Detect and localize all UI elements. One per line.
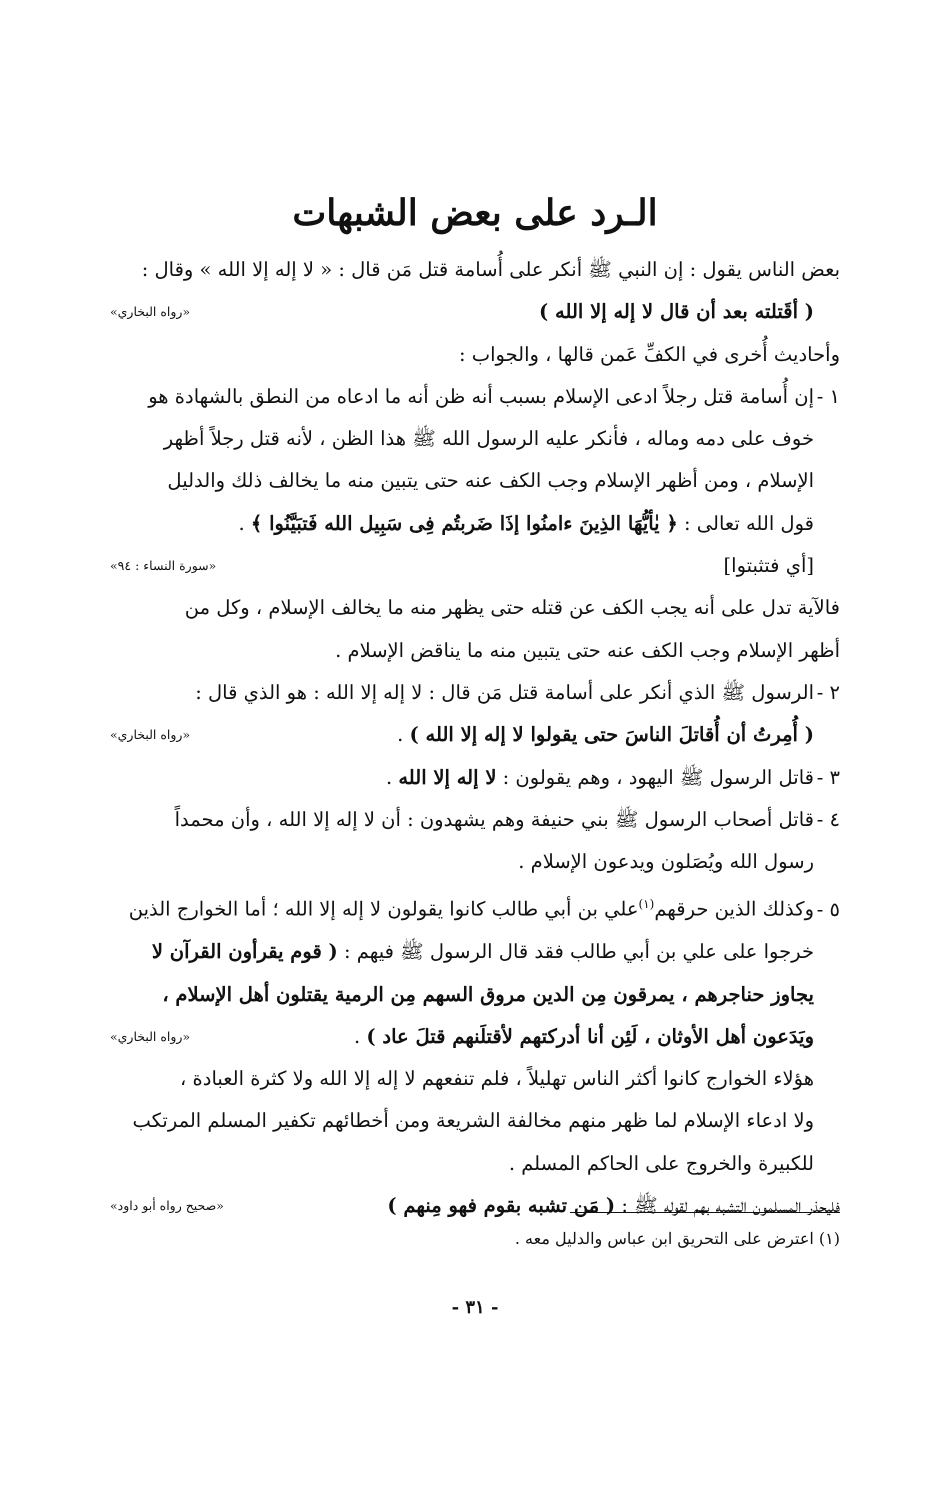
page-number: - ٣١ -: [451, 1297, 499, 1318]
paragraph-line: فالآية تدل على أنه يجب الكف عن قتله حتى يظهر منه ما يخالف الإسلام ، وكل من: [184, 596, 840, 620]
paragraph-line: خرجوا على علي بن أبي طالب فقد قال الرسول ﷺ فيهم : ( قوم يقرأون القرآن لا: [151, 940, 814, 964]
footnote: (١) اعترض على التحريق ابن عباس والدليل معه .: [514, 1229, 840, 1248]
paragraph-line: خوف على دمه وماله ، فأنكر عليه الرسول الله ﷺ هذا الظن ، لأنه قتل رجلاً أظهر: [163, 427, 814, 451]
verse-line: قول الله تعالى : ﴿ يٰأيُّهَا الذِينَ ءامنُوا إذَا ضَربتُم فِى سَبِيل الله فَتبَيَّنُوا ﴾ .: [238, 511, 814, 535]
hadith-quote-line: يجاوز حناجرهم ، يمرقون مِن الدين مروق السهم مِن الرمية يقتلون أهل الإسلام ،: [162, 982, 814, 1006]
page-title: الـرد على بعض الشبهات: [292, 192, 658, 234]
footnote-separator: [570, 1212, 840, 1213]
paragraph-line: رسول الله ويُصَلون ويدعون الإسلام .: [518, 850, 814, 874]
intro-line: بعض الناس يقول : إن النبي ﷺ أنكر على أُسامة قتل مَن قال : « لا إله إلا الله » وقال :: [141, 258, 840, 281]
item-number: ٢ -: [816, 680, 840, 704]
item-number: ١ -: [816, 384, 840, 408]
verse-explanation-line: [110, 545, 840, 587]
hadith-quote-line: ( أُمِرتُ أن أُقاتلَ الناسَ حتى يقولوا لا إله إلا الله ) . «رواه البخاري»: [110, 714, 840, 756]
list-item-5: ٥ -وكذلك الذين حرقهم$^{(١)}$علي بن أبي طالب كانوا يقولون لا إله إلا الله ؛ أما الخوارج الذين: [110, 883, 840, 931]
page-body: [110, 249, 840, 1227]
item-number: ٥ -: [816, 897, 840, 921]
source-reference: «صحيح رواه أبو داود»: [110, 1198, 224, 1214]
source-reference: «سورة النساء : ٩٤»: [110, 558, 217, 574]
paragraph-line: للكبيرة والخروج على الحاكم المسلم .: [508, 1151, 814, 1175]
hadith-quote-line: ويَدَعون أهل الأوثان ، لَئِن أنا أدركتهم لأقتلَنهم قتلَ عاد ) . «رواه البخاري»: [110, 1016, 840, 1058]
hadith-quote: ( قوم يقرأون القرآن لا: [151, 940, 338, 964]
footnote-marker: (١): [638, 897, 655, 912]
paragraph-line: الإسلام ، ومن أظهر الإسلام وجب الكف عنه حتى يتبين منه ما يخالف ذلك والدليل: [167, 469, 814, 493]
list-item-4: ٤ -قاتل أصحاب الرسول ﷺ بني حنيفة وهم يشهدون : أن لا إله إلا الله ، وأن محمداً: [110, 799, 840, 841]
paragraph-line: أظهر الإسلام وجب الكف عنه حتى يتبين منه ما يناقض الإسلام .: [335, 638, 840, 662]
paragraph-line: ولا ادعاء الإسلام لما ظهر منهم مخالفة الشريعة ومن أخطائهم تكفير المسلم المرتكب: [132, 1109, 814, 1133]
source-reference: «رواه البخاري»: [110, 304, 191, 320]
paragraph-line: هؤلاء الخوارج كانوا أكثر الناس تهليلاً ، فلم تنفعهم لا إله إلا الله ولا كثرة العبادة ،: [180, 1067, 814, 1091]
item-number: ٤ -: [816, 807, 840, 831]
list-item-1: ١ -إن أُسامة قتل رجلاً ادعى الإسلام بسبب أنه ظن أنه ما ادعاه من النطق بالشهادة هو: [110, 376, 840, 418]
source-reference: «رواه البخاري»: [110, 1028, 191, 1044]
hadith-quote: ( أُمِرتُ أن أُقاتلَ الناسَ حتى يقولوا لا إله إلا الله ): [409, 723, 814, 747]
closing-line: فليحذر المسلمون التشبه بهم لقوله ﷺ : ( مَن تشبه بقوم فهو مِنهم ) «صحيح رواه أبو داود»: [110, 1185, 840, 1227]
list-item-2: ٢ -الرسول ﷺ الذي أنكر على أسامة قتل مَن قال : لا إله إلا الله : هو الذي قال :: [110, 672, 840, 714]
list-item-3: ٣ -قاتل الرسول ﷺ اليهود ، وهم يقولون : لا إله إلا الله .: [110, 757, 840, 799]
hadith-quote: ( أقَتلته بعد أن قال لا إله إلا الله ): [539, 300, 814, 324]
hadith-quote: ( مَن تشبه بقوم فهو مِنهم ): [387, 1194, 616, 1218]
item-number: ٣ -: [816, 765, 840, 789]
source-reference: «رواه البخاري»: [110, 727, 191, 743]
verse-explanation: [أي فتثبتوا]: [723, 554, 814, 578]
intro-quote-line: [110, 291, 840, 333]
intro-line: وأحاديث أُخرى في الكفِّ عَمن قالها ، والجواب :: [458, 342, 840, 366]
quran-verse: ﴿ يٰأيُّهَا الذِينَ ءامنُوا إذَا ضَربتُم فِى سَبِيل الله فَتبَيَّنُوا ﴾: [250, 511, 678, 535]
